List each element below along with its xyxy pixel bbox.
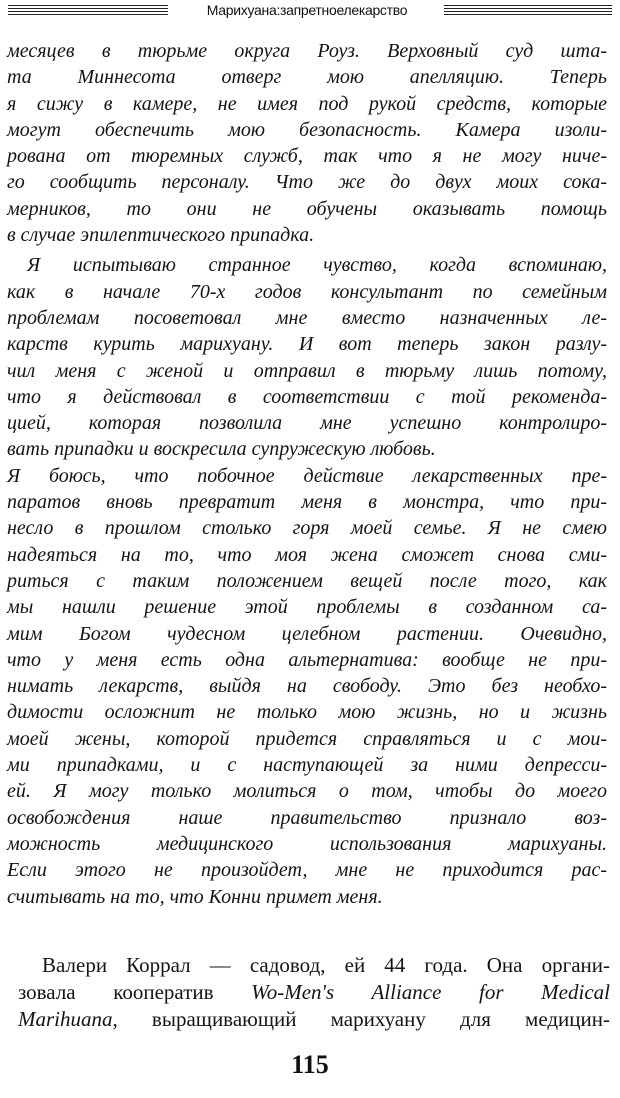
header-title: Марихуана:запретноелекарство xyxy=(206,2,408,18)
running-header xyxy=(0,0,620,22)
bio-paragraph xyxy=(18,952,610,1033)
text-line: можность медицинского использования марихуаны. xyxy=(7,832,607,855)
text-line: мы нашли решение этой проблемы в созданном са- xyxy=(7,596,607,619)
text-line: риться с таким положением вещей после того, как xyxy=(7,569,607,592)
text-line: что я действовал в соответствии с той рекоменда- xyxy=(7,385,607,408)
text-line: ми припадками, и с наступающей за ними депресси- xyxy=(7,754,607,777)
text-line: в случае эпилептического припадка. xyxy=(7,224,315,247)
text-line: что у меня есть одна альтернатива: вообще не при- xyxy=(7,648,607,671)
paragraph-2 xyxy=(7,252,607,909)
bio-text: , выращивающий марихуану для медицин- xyxy=(112,1007,610,1031)
text-line: мерников, то они не обучены оказывать помощь xyxy=(7,197,607,220)
text-line: карств курить марихуану. И вот теперь закон разлу- xyxy=(7,333,607,356)
text-line: го сообщить персоналу. Что же до двух моих сока- xyxy=(7,171,607,194)
text-line: несло в прошлом столько горя моей семье. Я не смею xyxy=(7,517,607,540)
header-rule-left xyxy=(8,5,168,17)
text-line: ей. Я могу только молиться о том, чтобы до моего xyxy=(7,780,607,803)
text-line: надеяться на то, что моя жена сможет снова сми- xyxy=(7,543,607,566)
text-line xyxy=(18,979,610,1006)
text-line: нимать лекарств, выйдя на свободу. Это без необхо- xyxy=(7,675,607,698)
text-line: та Миннесота отверг мою апелляцию. Теперь xyxy=(7,66,607,89)
text-line: считывать на то, что Конни примет меня. xyxy=(7,885,383,908)
paragraph-1 xyxy=(7,38,607,248)
text-line: месяцев в тюрьме округа Роуз. Верховный суд шта- xyxy=(7,40,607,62)
text-line: димости осложнит не только мою жизнь, но и жизнь xyxy=(7,701,607,724)
page-number: 115 xyxy=(291,1050,329,1079)
text-line: как в начале 70-х годов консультант по семейным xyxy=(7,280,607,303)
text-line: вать припадки и воскресила супружескую любовь. xyxy=(7,438,436,461)
text-line: Валери Коррал — садовод, ей 44 года. Она органи- xyxy=(42,953,610,977)
organization-name-cont: Marihuana xyxy=(18,1007,113,1031)
text-line: паратов вновь превратит меня в монстра, что при- xyxy=(7,491,607,514)
text-line: Если этого не произойдет, мне не приходится рас- xyxy=(7,859,607,882)
text-line: проблемам посоветовал мне вместо назначенных ле- xyxy=(7,306,607,329)
text-line: цией, которая позволила мне успешно контролиро- xyxy=(7,412,607,435)
text-line: моей жены, которой придется справляться и с мои- xyxy=(7,727,607,750)
text-line: рована от тюремных служб, так что я не могу ниче- xyxy=(7,145,607,168)
bio-text: зовала кооператив xyxy=(18,980,252,1004)
text-line: чил меня с женой и отправил в тюрьму лишь потому, xyxy=(7,359,607,382)
text-line xyxy=(18,1006,610,1033)
text-line: могут обеспечить мою безопасность. Камера изоли- xyxy=(7,118,607,141)
organization-name: Wo-Men's Alliance for Medical xyxy=(251,980,610,1004)
letter-text xyxy=(7,38,607,910)
text-line: Я боюсь, что побочное действие лекарственных пре- xyxy=(7,464,607,487)
header-rule-right xyxy=(444,5,612,17)
text-line: Я испытываю странное чувство, когда вспоминаю, xyxy=(27,254,607,277)
text-line: я сижу в камере, не имея под рукой средств, которые xyxy=(7,92,607,115)
text-line: мим Богом чудесном целебном растении. Очевидно, xyxy=(7,622,607,645)
text-line: освобождения наше правительство признало воз- xyxy=(7,806,607,829)
